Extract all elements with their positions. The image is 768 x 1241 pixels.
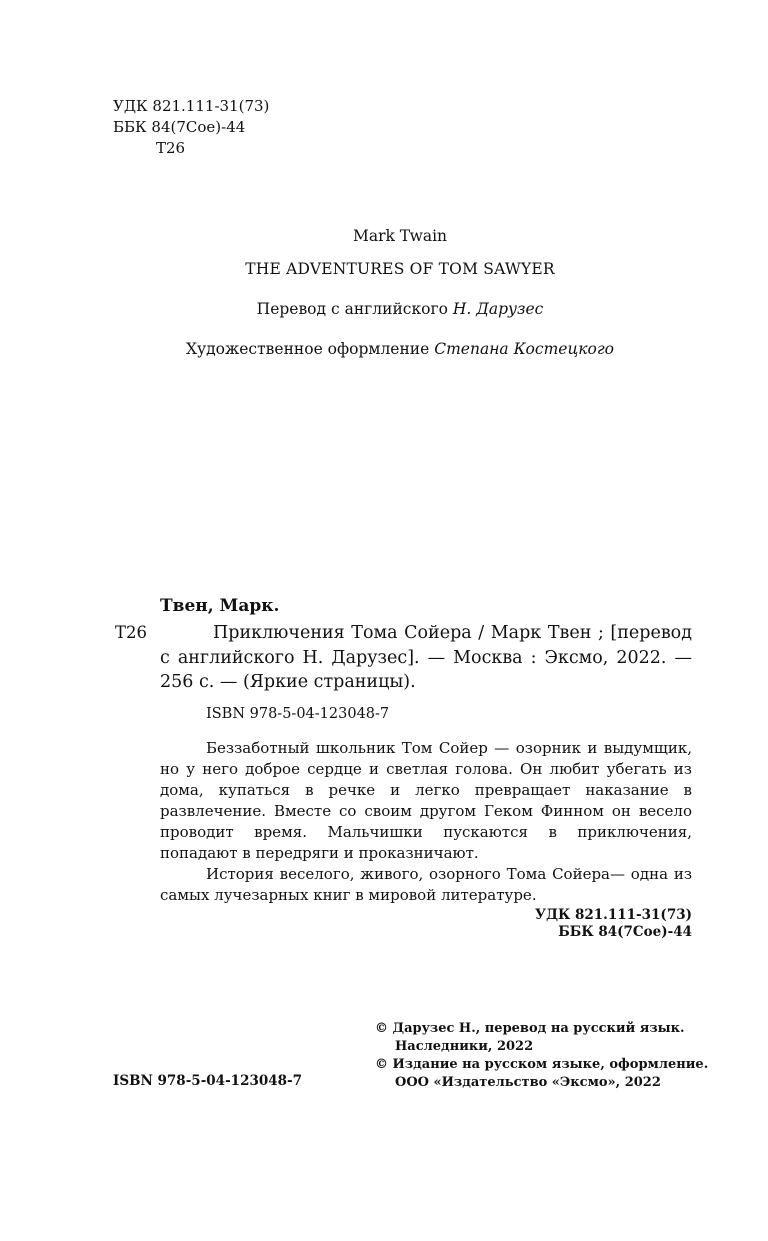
bottom-classification-codes — [535, 907, 692, 941]
annotation-paragraph-2: История веселого, живого, озорного Тома Сойера— одна из самых лучезарных книг в мировой литературе. — [160, 865, 692, 904]
original-author: Mark Twain — [352, 227, 448, 245]
original-title: THE ADVENTURES OF TOM SAWYER — [245, 260, 555, 278]
isbn-footer: ISBN 978-5-04-123048-7 — [113, 1073, 303, 1089]
design-prefix: Художественное оформление — [185, 340, 435, 358]
bibliographic-isbn: ISBN 978-5-04-123048-7 — [206, 706, 390, 722]
bottom-bbk-code: ББК 84(7Сое)-44 — [558, 924, 692, 940]
copyright-line-4: ООО «Издательство «Эксмо», 2022 — [395, 1075, 661, 1090]
author-mark: Т26 — [156, 139, 186, 157]
translation-prefix: Перевод с английского — [256, 300, 453, 318]
copyright-line-3: © Издание на русском языке, оформление. — [375, 1057, 709, 1072]
copyright-line-2: Наследники, 2022 — [395, 1039, 534, 1054]
translator-name: Н. Дарузес — [452, 300, 544, 318]
annotation — [160, 738, 692, 906]
bottom-udk-code: УДК 821.111-31(73) — [535, 907, 692, 923]
design-credit — [0, 340, 768, 358]
annotation-paragraph-1: Беззаботный школьник Том Сойер — озорник и выдумщик, но у него доброе сердце и светлая голова. Он любит убегать из дома, купаться в речке и легко превращает наказание в развлечение. Вместе со своим другом Геком Финном он весело проводит время. Мальчишки пускаются в приключения, попадают в передряги и проказничают. — [160, 739, 692, 862]
translation-credit — [0, 300, 768, 318]
bibliographic-code: Т26 — [115, 623, 148, 642]
bibliographic-description — [160, 621, 692, 695]
bbk-code: ББК 84(7Сое)-44 — [113, 118, 246, 136]
designer-name: Степана Костецкого — [434, 340, 615, 358]
bibliographic-description-text: Приключения Тома Сойера / Марк Твен ; [перевод с английского Н. Дарузес]. — Москва : Эксмо, 2022. — 256 с. — (Яркие страницы). — [160, 623, 692, 692]
bibliographic-author: Твен, Марк. — [160, 596, 280, 616]
copyright-block — [375, 1020, 708, 1092]
copyright-line-1: © Дарузес Н., перевод на русский язык. — [375, 1021, 685, 1036]
top-classification-codes — [113, 96, 269, 159]
udk-code: УДК 821.111-31(73) — [113, 97, 270, 115]
